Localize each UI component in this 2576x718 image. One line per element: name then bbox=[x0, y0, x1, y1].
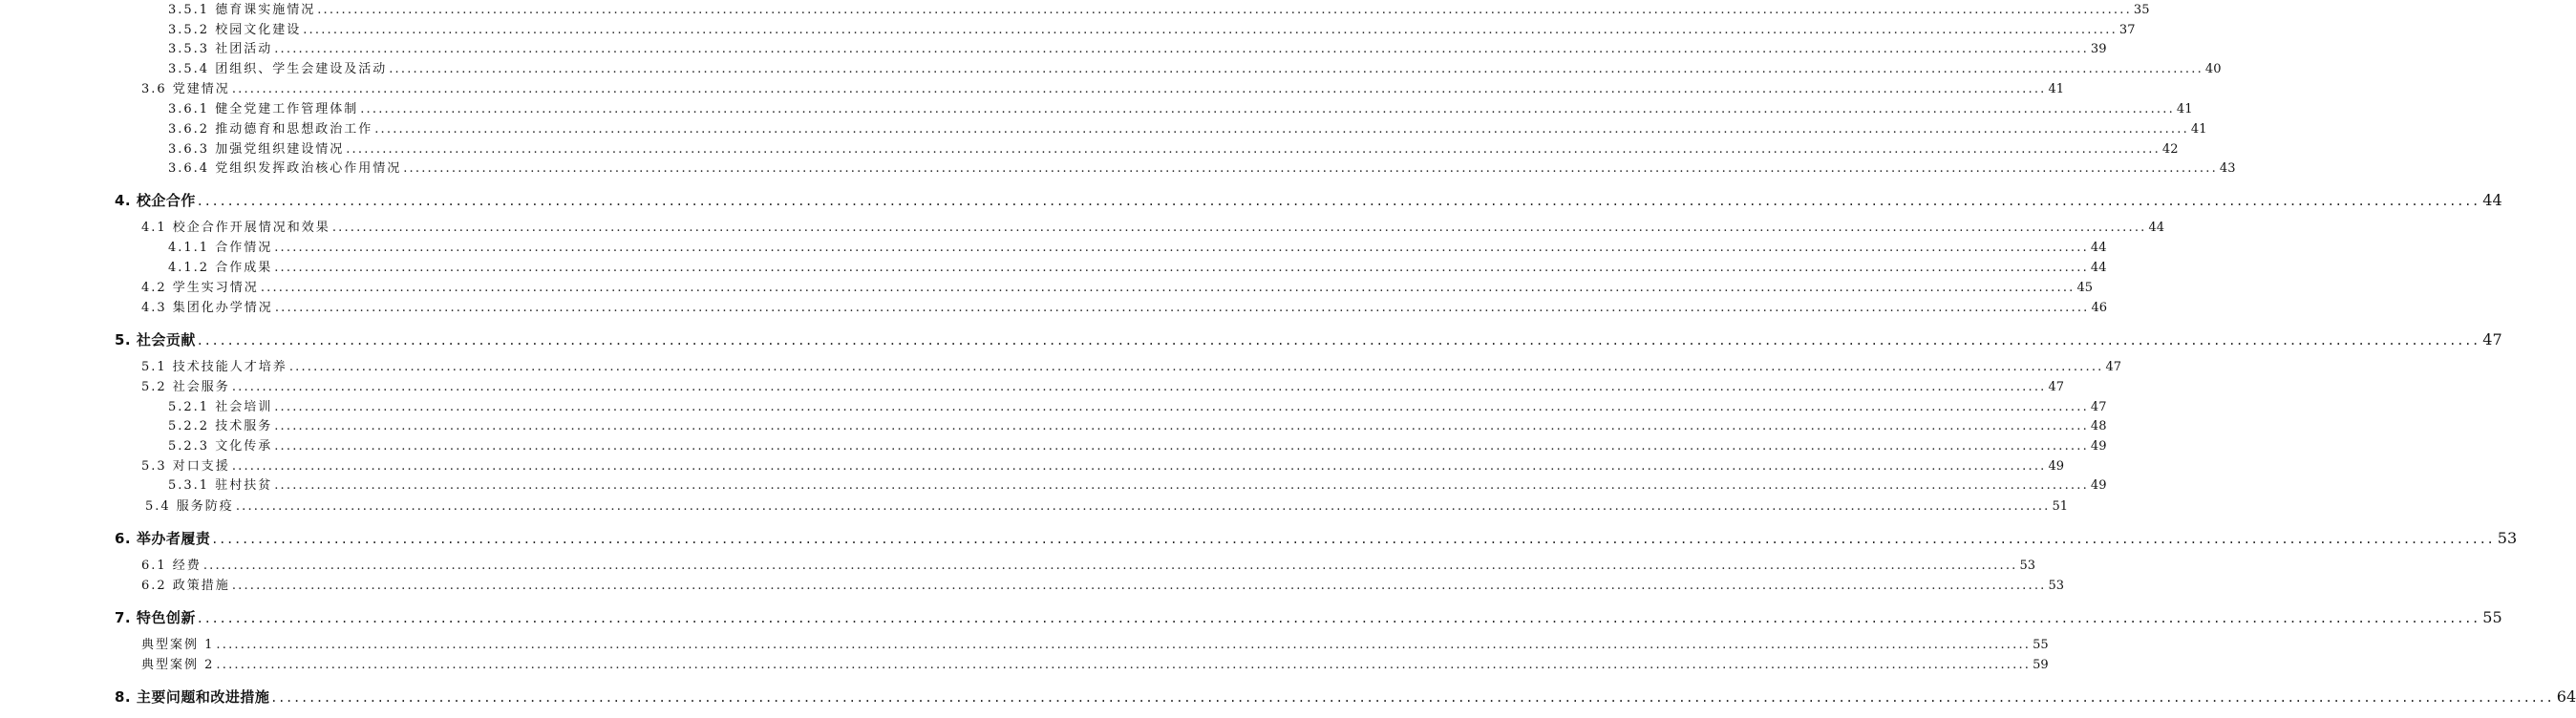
toc-page-number: 53 bbox=[2048, 579, 2065, 593]
toc-entry-title: 4.2 学生实习情况 bbox=[141, 281, 259, 295]
toc-entry-title: 3.6.3 加强党组织建设情况 bbox=[168, 142, 345, 157]
toc-entry[interactable] bbox=[168, 399, 2107, 416]
toc-entry-title: 3.6.4 党组织发挥政治核心作用情况 bbox=[168, 161, 402, 176]
toc-page-number: 55 bbox=[2033, 638, 2049, 652]
toc-entry-title: 7. 特色创新 bbox=[115, 609, 196, 626]
toc-page-number: 53 bbox=[2019, 559, 2036, 573]
toc-entry[interactable] bbox=[168, 438, 2107, 455]
toc-entry-title: 4.3 集团化办学情况 bbox=[141, 301, 273, 315]
toc-dot-leader: ............................................................................................................................................................................................................................................................................................................ bbox=[231, 579, 2047, 593]
toc-entry-title: 6.2 政策措施 bbox=[141, 579, 230, 593]
toc-page-number: 49 bbox=[2048, 459, 2065, 474]
toc-entry-title: 5. 社会贡献 bbox=[115, 331, 196, 348]
toc-dot-leader: ............................................................................................................................................................................................................................................................................................................ bbox=[274, 400, 2089, 414]
toc-page-number: 37 bbox=[2118, 23, 2136, 37]
toc-chapter-entry[interactable] bbox=[115, 686, 2576, 707]
toc-dot-leader: ............................................................................................................................................................................................................................................................................................................ bbox=[212, 530, 2496, 547]
toc-page-number: 44 bbox=[2090, 261, 2107, 275]
toc-entry[interactable] bbox=[168, 2, 2150, 19]
toc-dot-leader: ............................................................................................................................................................................................................................................................................................................ bbox=[235, 499, 2051, 514]
toc-page-number: 55 bbox=[2482, 608, 2502, 626]
toc-page-number: 41 bbox=[2176, 102, 2193, 116]
toc-entry[interactable] bbox=[168, 260, 2107, 277]
toc-entry[interactable] bbox=[141, 637, 2049, 654]
toc-entry-title: 4.1.1 合作情况 bbox=[168, 241, 273, 255]
toc-dot-leader: ............................................................................................................................................................................................................................................................................................................ bbox=[288, 360, 2104, 374]
toc-dot-leader: ............................................................................................................................................................................................................................................................................................................ bbox=[202, 559, 2018, 573]
toc-dot-leader: ............................................................................................................................................................................................................................................................................................................ bbox=[197, 331, 2481, 348]
toc-chapter-entry[interactable] bbox=[115, 607, 2502, 628]
toc-dot-leader: ............................................................................................................................................................................................................................................................................................................ bbox=[260, 281, 2076, 295]
toc-entry[interactable] bbox=[141, 379, 2065, 396]
toc-dot-leader: ............................................................................................................................................................................................................................................................................................................ bbox=[346, 142, 2161, 157]
toc-dot-leader: ............................................................................................................................................................................................................................................................................................................ bbox=[231, 380, 2047, 394]
toc-page-number: 45 bbox=[2076, 281, 2094, 295]
toc-entry[interactable] bbox=[141, 300, 2108, 317]
toc-entry-title: 6.1 经费 bbox=[141, 559, 202, 573]
toc-entry[interactable] bbox=[168, 240, 2107, 257]
toc-page-number: 35 bbox=[2133, 3, 2150, 17]
toc-entry-title: 8. 主要问题和改进措施 bbox=[115, 688, 270, 706]
toc-entry[interactable] bbox=[141, 359, 2122, 376]
toc-entry[interactable] bbox=[141, 220, 2165, 237]
toc-entry-title: 5.2.3 文化传承 bbox=[168, 439, 273, 454]
toc-entry-title: 3.6.1 健全党建工作管理体制 bbox=[168, 102, 359, 116]
toc-entry[interactable] bbox=[141, 558, 2036, 575]
toc-dot-leader: ............................................................................................................................................................................................................................................................................................................ bbox=[274, 478, 2089, 493]
toc-dot-leader: ............................................................................................................................................................................................................................................................................................................ bbox=[374, 122, 2189, 137]
toc-page-number: 49 bbox=[2090, 478, 2107, 493]
toc-entry-title: 4.1.2 合作成果 bbox=[168, 261, 273, 275]
toc-dot-leader: ............................................................................................................................................................................................................................................................................................................ bbox=[274, 42, 2089, 56]
toc-page-number: 42 bbox=[2161, 142, 2179, 157]
toc-dot-leader: ............................................................................................................................................................................................................................................................................................................ bbox=[216, 638, 2032, 652]
toc-page-number: 51 bbox=[2052, 499, 2069, 514]
toc-entry[interactable] bbox=[145, 498, 2069, 516]
toc-dot-leader: ............................................................................................................................................................................................................................................................................................................ bbox=[317, 3, 2132, 17]
toc-entry-title: 3.5.3 社团活动 bbox=[168, 42, 273, 56]
toc-page-number: 40 bbox=[2204, 62, 2222, 76]
toc-chapter-entry[interactable] bbox=[115, 528, 2518, 549]
toc-entry[interactable] bbox=[168, 41, 2107, 58]
toc-dot-leader: ............................................................................................................................................................................................................................................................................................................ bbox=[389, 62, 2203, 76]
toc-entry[interactable] bbox=[168, 121, 2207, 138]
toc-entry[interactable] bbox=[168, 160, 2236, 178]
toc-page-number: 49 bbox=[2090, 439, 2107, 454]
toc-page-number: 43 bbox=[2219, 161, 2236, 176]
toc-dot-leader: ............................................................................................................................................................................................................................................................................................................ bbox=[274, 439, 2089, 454]
toc-dot-leader: ............................................................................................................................................................................................................................................................................................................ bbox=[216, 658, 2032, 672]
toc-dot-leader: ............................................................................................................................................................................................................................................................................................................ bbox=[274, 301, 2090, 315]
toc-dot-leader: ............................................................................................................................................................................................................................................................................................................ bbox=[231, 82, 2047, 96]
toc-entry[interactable] bbox=[141, 458, 2065, 475]
toc-page-number: 53 bbox=[2497, 529, 2518, 547]
toc-entry-title: 3.5.1 德育课实施情况 bbox=[168, 3, 316, 17]
toc-page-number: 64 bbox=[2556, 687, 2576, 706]
toc-dot-leader: ............................................................................................................................................................................................................................................................................................................ bbox=[274, 261, 2089, 275]
toc-entry[interactable] bbox=[141, 578, 2065, 595]
toc-entry-title: 5.2.1 社会培训 bbox=[168, 400, 273, 414]
toc-dot-leader: ............................................................................................................................................................................................................................................................................................................ bbox=[197, 609, 2481, 626]
toc-page-number: 44 bbox=[2148, 221, 2165, 235]
toc-entry-title: 5.2 社会服务 bbox=[141, 380, 230, 394]
toc-page-number: 47 bbox=[2048, 380, 2065, 394]
toc-entry[interactable] bbox=[168, 418, 2107, 435]
toc-dot-leader: ............................................................................................................................................................................................................................................................................................................ bbox=[197, 192, 2481, 209]
toc-dot-leader: ............................................................................................................................................................................................................................................................................................................ bbox=[231, 459, 2047, 474]
toc-entry-title: 5.4 服务防疫 bbox=[145, 499, 234, 514]
toc-entry-title: 5.3 对口支援 bbox=[141, 459, 230, 474]
toc-dot-leader: ............................................................................................................................................................................................................................................................................................................ bbox=[403, 161, 2218, 176]
toc-page-number: 44 bbox=[2482, 191, 2502, 209]
toc-entry-title: 3.6.2 推动德育和思想政治工作 bbox=[168, 122, 373, 137]
toc-entry[interactable] bbox=[168, 22, 2136, 39]
toc-page-number: 44 bbox=[2090, 241, 2107, 255]
toc-chapter-entry[interactable] bbox=[115, 190, 2502, 211]
toc-page-number: 48 bbox=[2090, 419, 2107, 433]
toc-entry[interactable] bbox=[141, 280, 2094, 297]
toc-entry[interactable] bbox=[141, 657, 2049, 674]
toc-page-number: 41 bbox=[2190, 122, 2207, 137]
toc-page-number: 39 bbox=[2090, 42, 2107, 56]
toc-entry-title: 3.6 党建情况 bbox=[141, 82, 230, 96]
toc-entry-title: 4.1 校企合作开展情况和效果 bbox=[141, 221, 330, 235]
toc-entry-title: 5.3.1 驻村扶贫 bbox=[168, 478, 273, 493]
toc-page-number: 47 bbox=[2105, 360, 2122, 374]
toc-dot-leader: ............................................................................................................................................................................................................................................................................................................ bbox=[360, 102, 2175, 116]
toc-page-number: 47 bbox=[2090, 400, 2107, 414]
toc-page-number: 46 bbox=[2091, 301, 2108, 315]
toc-entry[interactable] bbox=[141, 81, 2065, 98]
toc-page-number: 59 bbox=[2033, 658, 2049, 672]
toc-entry-title: 5.1 技术技能人才培养 bbox=[141, 360, 287, 374]
toc-entry-title: 3.5.4 团组织、学生会建设及活动 bbox=[168, 62, 388, 76]
toc-entry-title: 4. 校企合作 bbox=[115, 192, 196, 209]
toc-entry[interactable] bbox=[168, 477, 2107, 495]
toc-dot-leader: ............................................................................................................................................................................................................................................................................................................ bbox=[274, 241, 2089, 255]
toc-entry[interactable] bbox=[168, 141, 2179, 158]
toc-page-number: 41 bbox=[2048, 82, 2065, 96]
toc-entry-title: 3.5.2 校园文化建设 bbox=[168, 23, 302, 37]
toc-dot-leader: ............................................................................................................................................................................................................................................................................................................ bbox=[274, 419, 2089, 433]
toc-page-number: 47 bbox=[2482, 330, 2502, 348]
toc-entry-title: 典型案例 2 bbox=[141, 658, 215, 672]
toc-dot-leader: ............................................................................................................................................................................................................................................................................................................ bbox=[303, 23, 2118, 37]
toc-entry-title: 5.2.2 技术服务 bbox=[168, 419, 273, 433]
toc-entry[interactable] bbox=[168, 61, 2222, 78]
toc-entry-title: 6. 举办者履责 bbox=[115, 530, 211, 547]
toc-dot-leader: ............................................................................................................................................................................................................................................................................................................ bbox=[271, 688, 2555, 706]
toc-dot-leader: ............................................................................................................................................................................................................................................................................................................ bbox=[331, 221, 2147, 235]
toc-entry[interactable] bbox=[168, 101, 2193, 118]
toc-chapter-entry[interactable] bbox=[115, 329, 2502, 350]
toc-entry-title: 典型案例 1 bbox=[141, 638, 215, 652]
